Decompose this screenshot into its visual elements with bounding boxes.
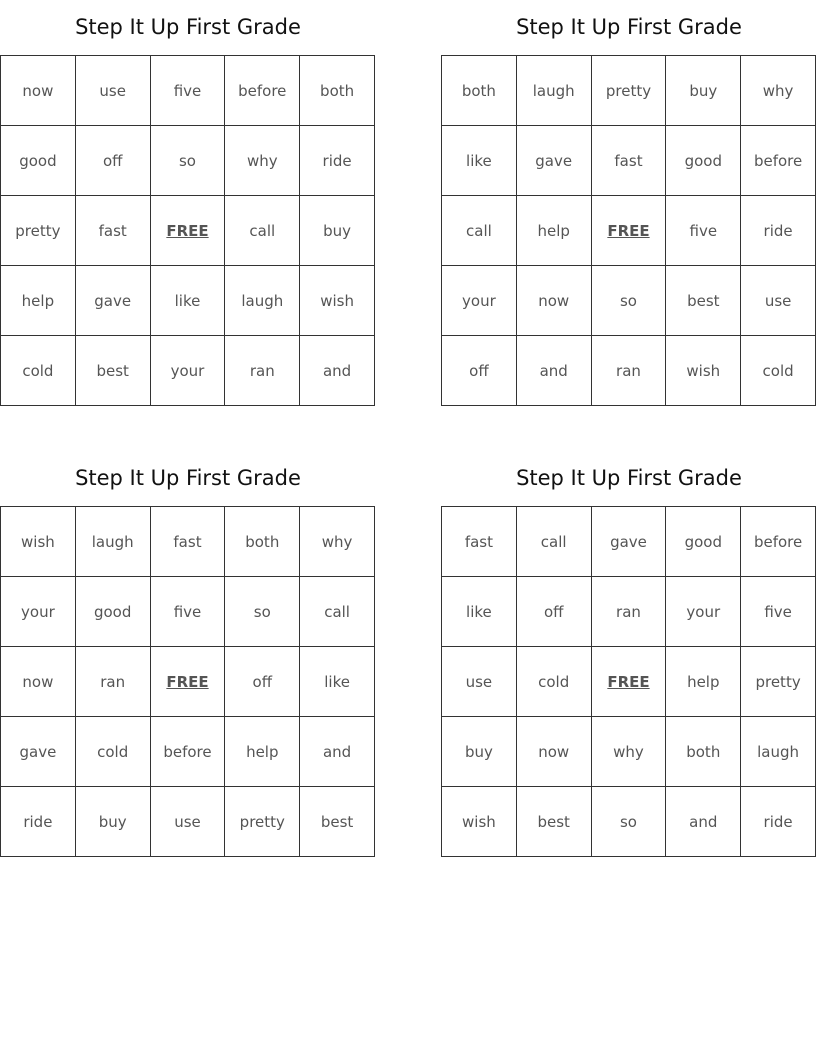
bingo-cell: good xyxy=(666,126,741,196)
bingo-cell: and xyxy=(666,787,741,857)
bingo-cell: wish xyxy=(300,266,375,336)
bingo-cell: ride xyxy=(300,126,375,196)
bingo-cell: and xyxy=(517,336,592,406)
bingo-cell: before xyxy=(225,56,300,126)
bingo-cell: both xyxy=(225,507,300,577)
bingo-cell: so xyxy=(592,266,667,336)
bingo-cell: why xyxy=(225,126,300,196)
bingo-cell: your xyxy=(151,336,226,406)
bingo-cell: help xyxy=(225,717,300,787)
bingo-cell: your xyxy=(666,577,741,647)
bingo-cell: why xyxy=(300,507,375,577)
bingo-cell: call xyxy=(517,507,592,577)
bingo-cell: both xyxy=(300,56,375,126)
bingo-cell: best xyxy=(300,787,375,857)
bingo-cell: good xyxy=(666,507,741,577)
bingo-grid xyxy=(441,55,816,406)
bingo-cell: fast xyxy=(592,126,667,196)
bingo-cell: off xyxy=(442,336,517,406)
bingo-cell: now xyxy=(517,266,592,336)
bingo-cell: buy xyxy=(300,196,375,266)
free-space-cell: FREE xyxy=(592,196,667,266)
bingo-card xyxy=(0,451,376,857)
bingo-cell: buy xyxy=(76,787,151,857)
bingo-cell: use xyxy=(151,787,226,857)
bingo-cell: pretty xyxy=(741,647,816,717)
bingo-cell: your xyxy=(442,266,517,336)
bingo-cell: buy xyxy=(666,56,741,126)
bingo-grid xyxy=(0,55,375,406)
bingo-cell: ride xyxy=(1,787,76,857)
bingo-cell: cold xyxy=(76,717,151,787)
bingo-grid xyxy=(441,506,816,857)
card-title: Step It Up First Grade xyxy=(75,466,301,490)
bingo-cell: use xyxy=(442,647,517,717)
bingo-cell: buy xyxy=(442,717,517,787)
bingo-cell: like xyxy=(442,126,517,196)
free-space-cell: FREE xyxy=(151,196,226,266)
bingo-cell: why xyxy=(592,717,667,787)
bingo-cell: five xyxy=(151,56,226,126)
bingo-cell: off xyxy=(225,647,300,717)
bingo-cell: like xyxy=(300,647,375,717)
bingo-card xyxy=(441,0,816,406)
bingo-cell: now xyxy=(1,647,76,717)
bingo-cell: wish xyxy=(1,507,76,577)
bingo-cell: best xyxy=(76,336,151,406)
bingo-cell: help xyxy=(666,647,741,717)
bingo-cell: help xyxy=(517,196,592,266)
free-space-cell: FREE xyxy=(151,647,226,717)
bingo-cell: wish xyxy=(666,336,741,406)
bingo-grid xyxy=(0,506,375,857)
bingo-cell: like xyxy=(442,577,517,647)
free-space-cell: FREE xyxy=(592,647,667,717)
bingo-cell: so xyxy=(225,577,300,647)
bingo-cell: good xyxy=(1,126,76,196)
bingo-cell: laugh xyxy=(517,56,592,126)
bingo-cell: and xyxy=(300,336,375,406)
bingo-cell: fast xyxy=(151,507,226,577)
bingo-cell: ride xyxy=(741,196,816,266)
bingo-cell: gave xyxy=(1,717,76,787)
card-title: Step It Up First Grade xyxy=(516,15,742,39)
bingo-cell: why xyxy=(741,56,816,126)
bingo-cell: call xyxy=(225,196,300,266)
bingo-cell: off xyxy=(517,577,592,647)
bingo-cell: off xyxy=(76,126,151,196)
bingo-cell: laugh xyxy=(225,266,300,336)
bingo-cell: before xyxy=(741,507,816,577)
bingo-cell: call xyxy=(300,577,375,647)
bingo-cell: pretty xyxy=(225,787,300,857)
bingo-cell: so xyxy=(592,787,667,857)
bingo-cell: your xyxy=(1,577,76,647)
bingo-cell: both xyxy=(442,56,517,126)
bingo-cell: cold xyxy=(741,336,816,406)
bingo-cell: ran xyxy=(592,577,667,647)
bingo-cell: fast xyxy=(442,507,517,577)
bingo-cell: five xyxy=(151,577,226,647)
bingo-cell: now xyxy=(517,717,592,787)
bingo-cell: call xyxy=(442,196,517,266)
bingo-cell: ride xyxy=(741,787,816,857)
bingo-cell: best xyxy=(517,787,592,857)
bingo-cell: fast xyxy=(76,196,151,266)
bingo-card xyxy=(0,0,376,406)
bingo-cell: pretty xyxy=(1,196,76,266)
bingo-cell: five xyxy=(741,577,816,647)
bingo-cell: ran xyxy=(76,647,151,717)
bingo-cell: cold xyxy=(1,336,76,406)
card-title: Step It Up First Grade xyxy=(75,15,301,39)
card-title: Step It Up First Grade xyxy=(516,466,742,490)
bingo-cell: gave xyxy=(76,266,151,336)
bingo-cell: before xyxy=(151,717,226,787)
bingo-cell: ran xyxy=(592,336,667,406)
bingo-cell: gave xyxy=(592,507,667,577)
bingo-cell: use xyxy=(76,56,151,126)
bingo-cell: both xyxy=(666,717,741,787)
bingo-cell: and xyxy=(300,717,375,787)
bingo-cell: wish xyxy=(442,787,517,857)
bingo-cell: use xyxy=(741,266,816,336)
bingo-card xyxy=(441,451,816,857)
bingo-cell: best xyxy=(666,266,741,336)
bingo-cell: like xyxy=(151,266,226,336)
bingo-cell: gave xyxy=(517,126,592,196)
bingo-cell: ran xyxy=(225,336,300,406)
bingo-cell: five xyxy=(666,196,741,266)
bingo-cell: pretty xyxy=(592,56,667,126)
bingo-cell: before xyxy=(741,126,816,196)
bingo-cell: good xyxy=(76,577,151,647)
bingo-cell: so xyxy=(151,126,226,196)
bingo-cell: laugh xyxy=(741,717,816,787)
bingo-cell: now xyxy=(1,56,76,126)
bingo-cell: help xyxy=(1,266,76,336)
bingo-cell: laugh xyxy=(76,507,151,577)
bingo-cell: cold xyxy=(517,647,592,717)
